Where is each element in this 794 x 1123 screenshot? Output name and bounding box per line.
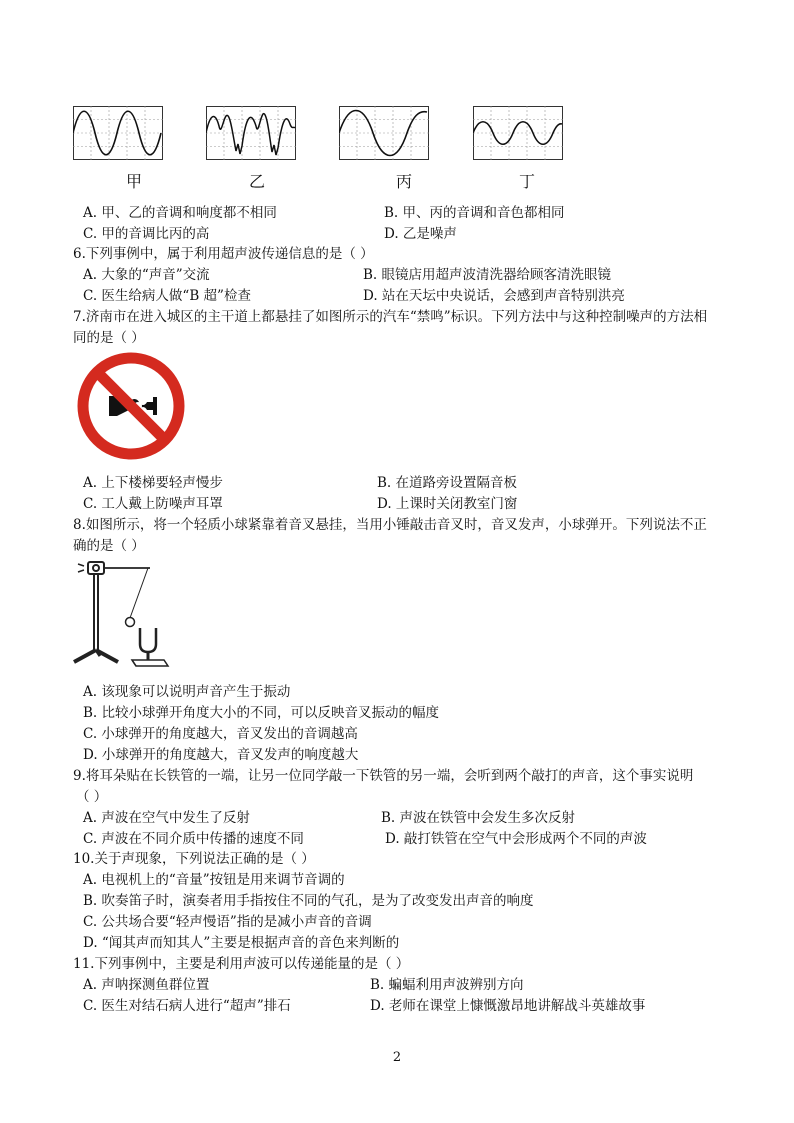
q11-option-c: C. 医生对结石病人进行“超声”排石 [83,998,291,1014]
q11-option-a: A. 声呐探测鱼群位置 [83,977,210,993]
q10-stem: 10.关于声现象，下列说法正确的是（ ） [73,851,315,867]
q10-option-d: D. “闻其声而知其人”主要是根据声音的音色来判断的 [83,935,400,951]
q6-option-c: C. 医生给病人做“B 超”检查 [83,288,251,304]
waveform-label-jia: 甲 [126,172,143,191]
q7-stem-line2: 同的是（ ） [73,330,145,346]
q9-stem-line1: 9.将耳朵贴在长铁管的一端，让另一位同学敲一下铁管的另一端，会听到两个敲打的声音，这个事实说明 [73,768,694,784]
q5-option-d: D. 乙是噪声 [384,226,457,242]
waveform-label-ding: 丁 [519,172,536,191]
q7-option-b: B. 在道路旁设置隔音板 [377,475,518,491]
page-number: 2 [392,1050,402,1065]
q8-stem-line2: 确的是（ ） [73,538,145,554]
q5-option-a: A. 甲、乙的音调和响度都不相同 [83,205,277,221]
waveform-ding [473,106,563,160]
no-horn-sign [77,352,185,460]
q8-option-a: A. 该现象可以说明声音产生于振动 [83,684,291,700]
waveform-label-yi: 乙 [249,172,266,191]
q9-option-b: B. 声波在铁管中会发生多次反射 [381,810,576,826]
q11-option-d: D. 老师在课堂上慷慨激昂地讲解战斗英雄故事 [370,998,646,1014]
q11-option-b: B. 蝙蝠利用声波辨别方向 [370,977,524,993]
q6-option-b: B. 眼镜店用超声波清洗器给顾客清洗眼镜 [363,267,612,283]
q11-stem: 11.下列事例中，主要是利用声波可以传递能量的是（ ） [73,956,410,972]
waveform-bing [339,106,429,160]
waveform-yi [206,106,296,160]
q10-option-a: A. 电视机上的“音量”按钮是用来调节音调的 [83,872,345,888]
q10-option-b: B. 吹奏笛子时，演奏者用手指按住不同的气孔，是为了改变发出声音的响度 [83,893,534,909]
q5-option-b: B. 甲、丙的音调和音色都相同 [384,205,565,221]
q7-option-c: C. 工人戴上防噪声耳罩 [83,496,223,512]
q6-option-d: D. 站在天坛中央说话，会感到声音特别洪亮 [363,288,625,304]
q5-option-c: C. 甲的音调比丙的高 [83,226,210,242]
q6-stem: 6.下列事例中，属于利用超声波传递信息的是（ ） [73,246,374,262]
q9-option-d: D. 敲打铁管在空气中会形成两个不同的声波 [385,831,647,847]
q8-option-b: B. 比较小球弹开角度大小的不同，可以反映音叉振动的幅度 [83,705,440,721]
q8-stem-line1: 8.如图所示，将一个轻质小球紧靠着音叉悬挂，当用小锤敲击音叉时，音叉发声，小球弹开。下列说法不正 [73,517,707,533]
q8-option-c: C. 小球弹开的角度越大，音叉发出的音调越高 [83,726,358,742]
q8-option-d: D. 小球弹开的角度越大，音叉发声的响度越大 [83,747,359,763]
q7-option-d: D. 上课时关闭教室门窗 [377,496,518,512]
q9-option-a: A. 声波在空气中发生了反射 [83,810,250,826]
waveform-jia [73,106,163,160]
q7-stem-line1: 7.济南市在进入城区的主干道上都悬挂了如图所示的汽车“禁鸣”标识。下列方法中与这种控制噪声的方法相 [73,309,708,325]
tuning-fork-apparatus [70,558,170,670]
waveform-label-bing: 丙 [396,172,413,191]
q6-option-a: A. 大象的“声音”交流 [83,267,210,283]
q9-stem-line2: （ ） [76,789,108,805]
q9-option-c: C. 声波在不同介质中传播的速度不同 [83,831,304,847]
q7-option-a: A. 上下楼梯要轻声慢步 [83,475,223,491]
q10-option-c: C. 公共场合要“轻声慢语”指的是减小声音的音调 [83,914,372,930]
